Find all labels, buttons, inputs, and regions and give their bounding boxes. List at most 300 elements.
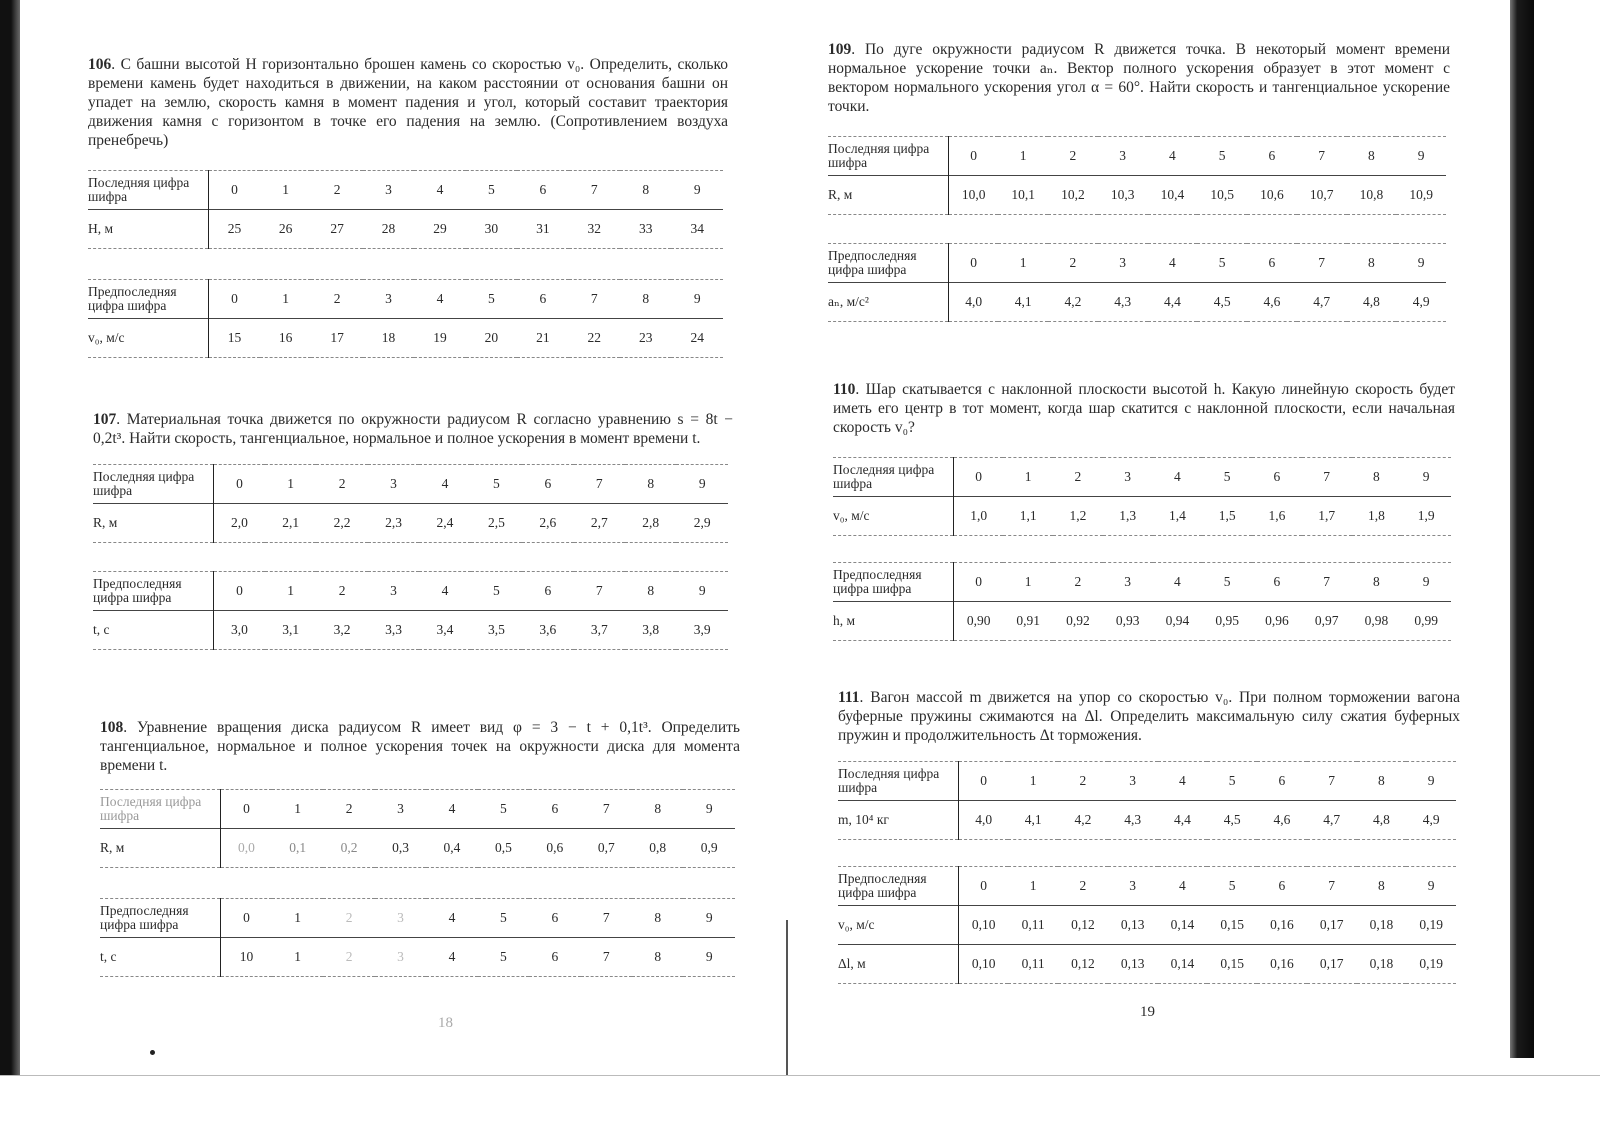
value-cell: 10,0 (949, 176, 999, 215)
value-cell: 23 (620, 319, 671, 358)
digit-cell: 6 (522, 572, 573, 611)
scan-left-edge (0, 0, 20, 1075)
digit-cell: 9 (683, 790, 735, 829)
digit-cell: 6 (1257, 762, 1307, 801)
digit-cell: 6 (1252, 458, 1302, 497)
value-cell: 10,1 (998, 176, 1048, 215)
digit-cell: 7 (581, 899, 632, 938)
digit-cell: 9 (671, 171, 723, 210)
value-cell: 3,9 (676, 611, 728, 650)
value-cell: 3,6 (522, 611, 573, 650)
digit-cell: 8 (1352, 458, 1402, 497)
value-cell: 4,4 (1148, 283, 1198, 322)
digit-cell: 6 (522, 465, 573, 504)
value-cell: 0,5 (478, 829, 529, 868)
digit-cell: 4 (1148, 137, 1198, 176)
value-cell: 4,8 (1347, 283, 1397, 322)
row-header-last-digit: Последняя цифра шифра (100, 790, 221, 829)
value-cell: 9 (683, 938, 735, 977)
row-header-variable: Δl, м (838, 945, 959, 984)
value-cell: 3,2 (316, 611, 367, 650)
digit-cell: 5 (466, 171, 517, 210)
variant-table (838, 866, 1456, 984)
value-cell: 0,97 (1302, 602, 1352, 641)
digit-cell: 3 (368, 572, 419, 611)
value-cell: 1 (272, 938, 323, 977)
value-cell: 4,2 (1058, 801, 1108, 840)
value-cell: 34 (671, 210, 723, 249)
digit-cell: 9 (671, 280, 723, 319)
value-cell: 0,12 (1058, 945, 1108, 984)
problem-statement: . Вагон массой m движется на упор со скоростью v₀. При полном торможении вагона буферные пружины сжимаются на Δl. Определить максимальную силу сжатия буферных пружин и продолжительность Δt торможения. (838, 689, 1460, 744)
value-cell: 1,1 (1003, 497, 1053, 536)
problem-statement: . Уравнение вращения диска радиусом R имеет вид φ = 3 − t + 0,1t³. Определить тангенциальное, нормальное и полное ускорения точек на окружности диска для момента времени t. (100, 719, 740, 774)
page-number-left: 18 (438, 1015, 453, 1031)
digit-cell: 4 (1158, 867, 1208, 906)
value-cell: 4,1 (1008, 801, 1058, 840)
value-cell: 6 (529, 938, 580, 977)
value-cell: 2,5 (471, 504, 522, 543)
digit-cell: 8 (632, 899, 683, 938)
problem-number: 110 (833, 381, 856, 398)
scan-bottom-edge (0, 1075, 1600, 1076)
digit-cell: 3 (368, 465, 419, 504)
digit-cell: 9 (683, 899, 735, 938)
speck (150, 1050, 155, 1055)
value-cell: 0,19 (1406, 945, 1456, 984)
digit-cell: 8 (620, 280, 671, 319)
digit-cell: 8 (625, 572, 676, 611)
digit-cell: 0 (221, 790, 272, 829)
value-cell: 0,10 (959, 945, 1009, 984)
value-cell: 0,13 (1108, 945, 1158, 984)
row-header-penultimate-digit: Предпоследняя цифра шифра (93, 572, 214, 611)
value-cell: 30 (466, 210, 517, 249)
value-cell: 0,10 (959, 906, 1009, 945)
digit-cell: 0 (214, 465, 265, 504)
digit-cell: 6 (517, 280, 568, 319)
digit-cell: 5 (471, 572, 522, 611)
value-cell: 3,0 (214, 611, 265, 650)
value-cell: 2,2 (316, 504, 367, 543)
digit-cell: 3 (1103, 458, 1153, 497)
value-cell: 0,99 (1401, 602, 1451, 641)
row-header-variable: R, м (828, 176, 949, 215)
digit-cell: 9 (676, 572, 728, 611)
digit-cell: 8 (620, 171, 671, 210)
value-cell: 10 (221, 938, 272, 977)
problem-number: 107 (93, 411, 117, 428)
row-header-variable: R, м (93, 504, 214, 543)
value-cell: 4,5 (1197, 283, 1247, 322)
value-cell: 1,3 (1103, 497, 1153, 536)
value-cell: 0,90 (954, 602, 1004, 641)
digit-cell: 1 (272, 790, 323, 829)
digit-cell: 9 (1401, 563, 1451, 602)
digit-cell: 2 (1048, 137, 1098, 176)
scan-right-edge (1510, 0, 1534, 1058)
digit-cell: 0 (949, 244, 999, 283)
problem-106 (88, 55, 728, 358)
value-cell: 0,8 (632, 829, 683, 868)
variant-table (100, 898, 735, 977)
value-cell: 0,11 (1008, 945, 1058, 984)
row-header-penultimate-digit: Предпоследняя цифра шифра (833, 563, 954, 602)
digit-cell: 5 (1207, 867, 1257, 906)
value-cell: 4,0 (959, 801, 1009, 840)
value-cell: 0,16 (1257, 906, 1307, 945)
problem-109 (828, 40, 1450, 322)
digit-cell: 1 (260, 171, 311, 210)
variant-table (93, 464, 728, 543)
digit-cell: 9 (1406, 762, 1456, 801)
value-cell: 26 (260, 210, 311, 249)
problem-number: 106 (88, 56, 112, 73)
value-cell: 1,8 (1352, 497, 1402, 536)
value-cell: 27 (311, 210, 362, 249)
digit-cell: 6 (1247, 244, 1297, 283)
value-cell: 0,14 (1158, 906, 1208, 945)
value-cell: 4,0 (949, 283, 999, 322)
digit-cell: 1 (1008, 762, 1058, 801)
value-cell: 2 (323, 938, 374, 977)
problem-text (833, 380, 1455, 437)
value-cell: 10,4 (1148, 176, 1198, 215)
digit-cell: 4 (414, 171, 465, 210)
digit-cell: 0 (209, 280, 260, 319)
value-cell: 19 (414, 319, 465, 358)
value-cell: 0,2 (323, 829, 374, 868)
digit-cell: 3 (375, 790, 426, 829)
value-cell: 10,5 (1197, 176, 1247, 215)
digit-cell: 7 (1307, 762, 1357, 801)
value-cell: 2,0 (214, 504, 265, 543)
value-cell: 22 (569, 319, 620, 358)
value-cell: 4,6 (1257, 801, 1307, 840)
value-cell: 1,6 (1252, 497, 1302, 536)
digit-cell: 3 (1108, 867, 1158, 906)
problem-number: 109 (828, 41, 852, 58)
digit-cell: 8 (1357, 867, 1407, 906)
digit-cell: 6 (529, 790, 580, 829)
digit-cell: 3 (1108, 762, 1158, 801)
digit-cell: 8 (1347, 244, 1397, 283)
value-cell: 10,9 (1396, 176, 1446, 215)
value-cell: 4,7 (1297, 283, 1347, 322)
digit-cell: 7 (1297, 244, 1347, 283)
value-cell: 4,5 (1207, 801, 1257, 840)
value-cell: 0,7 (581, 829, 632, 868)
value-cell: 1,4 (1153, 497, 1203, 536)
digit-cell: 0 (954, 458, 1004, 497)
value-cell: 4,8 (1357, 801, 1407, 840)
value-cell: 1,7 (1302, 497, 1352, 536)
value-cell: 10,6 (1247, 176, 1297, 215)
value-cell: 0,15 (1207, 945, 1257, 984)
row-header-penultimate-digit: Предпоследняя цифра шифра (838, 867, 959, 906)
variant-table (93, 571, 728, 650)
digit-cell: 0 (221, 899, 272, 938)
value-cell: 2,7 (574, 504, 625, 543)
digit-cell: 4 (1158, 762, 1208, 801)
problem-text (88, 55, 728, 150)
digit-cell: 5 (478, 899, 529, 938)
row-header-last-digit: Последняя цифра шифра (828, 137, 949, 176)
row-header-last-digit: Последняя цифра шифра (833, 458, 954, 497)
digit-cell: 9 (1401, 458, 1451, 497)
digit-cell: 1 (1008, 867, 1058, 906)
value-cell: 2,4 (419, 504, 470, 543)
value-cell: 0,6 (529, 829, 580, 868)
digit-cell: 6 (517, 171, 568, 210)
digit-cell: 1 (998, 137, 1048, 176)
value-cell: 2,6 (522, 504, 573, 543)
digit-cell: 0 (949, 137, 999, 176)
digit-cell: 0 (954, 563, 1004, 602)
digit-cell: 5 (471, 465, 522, 504)
row-header-penultimate-digit: Предпоследняя цифра шифра (88, 280, 209, 319)
digit-cell: 5 (1197, 244, 1247, 283)
digit-cell: 6 (1257, 867, 1307, 906)
row-header-variable: Н, м (88, 210, 209, 249)
digit-cell: 4 (1153, 458, 1203, 497)
value-cell: 0,93 (1103, 602, 1153, 641)
digit-cell: 9 (676, 465, 728, 504)
value-cell: 31 (517, 210, 568, 249)
digit-cell: 8 (1347, 137, 1397, 176)
digit-cell: 7 (569, 171, 620, 210)
digit-cell: 2 (316, 465, 367, 504)
value-cell: 15 (209, 319, 260, 358)
value-cell: 2,3 (368, 504, 419, 543)
value-cell: 1,9 (1401, 497, 1451, 536)
row-header-variable: t, с (100, 938, 221, 977)
digit-cell: 8 (632, 790, 683, 829)
problem-text (100, 718, 740, 775)
digit-cell: 2 (1058, 762, 1108, 801)
digit-cell: 2 (323, 790, 374, 829)
value-cell: 0,9 (683, 829, 735, 868)
row-header-penultimate-digit: Предпоследняя цифра шифра (828, 244, 949, 283)
problem-text (838, 688, 1460, 745)
row-header-last-digit: Последняя цифра шифра (88, 171, 209, 210)
value-cell: 0,17 (1307, 945, 1357, 984)
page-gutter (786, 920, 788, 1075)
value-cell: 0,18 (1357, 945, 1407, 984)
digit-cell: 5 (1197, 137, 1247, 176)
row-header-variable: v₀, м/с (838, 906, 959, 945)
problem-110 (833, 380, 1455, 641)
value-cell: 18 (363, 319, 414, 358)
value-cell: 10,2 (1048, 176, 1098, 215)
digit-cell: 7 (569, 280, 620, 319)
value-cell: 32 (569, 210, 620, 249)
digit-cell: 6 (1247, 137, 1297, 176)
value-cell: 0,12 (1058, 906, 1108, 945)
value-cell: 0,96 (1252, 602, 1302, 641)
digit-cell: 8 (625, 465, 676, 504)
value-cell: 4,7 (1307, 801, 1357, 840)
value-cell: 10,8 (1347, 176, 1397, 215)
value-cell: 0,18 (1357, 906, 1407, 945)
digit-cell: 7 (1302, 458, 1352, 497)
value-cell: 28 (363, 210, 414, 249)
value-cell: 33 (620, 210, 671, 249)
digit-cell: 7 (1302, 563, 1352, 602)
value-cell: 3,8 (625, 611, 676, 650)
variant-table (833, 457, 1451, 536)
row-header-variable: v₀, м/с (833, 497, 954, 536)
row-header-last-digit: Последняя цифра шифра (93, 465, 214, 504)
digit-cell: 1 (265, 465, 316, 504)
value-cell: 10,7 (1297, 176, 1347, 215)
digit-cell: 7 (574, 465, 625, 504)
value-cell: 0,11 (1008, 906, 1058, 945)
digit-cell: 2 (1053, 458, 1103, 497)
row-header-variable: m, 10⁴ кг (838, 801, 959, 840)
value-cell: 0,1 (272, 829, 323, 868)
row-header-penultimate-digit: Предпоследняя цифра шифра (100, 899, 221, 938)
digit-cell: 8 (1357, 762, 1407, 801)
digit-cell: 2 (1053, 563, 1103, 602)
page-number-right: 19 (1140, 1004, 1155, 1020)
value-cell: 25 (209, 210, 260, 249)
digit-cell: 7 (1297, 137, 1347, 176)
digit-cell: 0 (959, 762, 1009, 801)
value-cell: 0,95 (1202, 602, 1252, 641)
value-cell: 4,3 (1108, 801, 1158, 840)
problem-text (93, 410, 733, 448)
value-cell: 3,1 (265, 611, 316, 650)
value-cell: 2,8 (625, 504, 676, 543)
variant-table (828, 243, 1446, 322)
variant-table (88, 170, 723, 249)
value-cell: 8 (632, 938, 683, 977)
value-cell: 0,94 (1153, 602, 1203, 641)
digit-cell: 7 (581, 790, 632, 829)
digit-cell: 5 (1202, 563, 1252, 602)
digit-cell: 0 (209, 171, 260, 210)
value-cell: 0,98 (1352, 602, 1402, 641)
value-cell: 4,2 (1048, 283, 1098, 322)
variant-table (100, 789, 735, 868)
problem-107 (93, 410, 733, 650)
digit-cell: 6 (1252, 563, 1302, 602)
value-cell: 3,3 (368, 611, 419, 650)
value-cell: 0,4 (426, 829, 477, 868)
value-cell: 0,17 (1307, 906, 1357, 945)
digit-cell: 1 (265, 572, 316, 611)
value-cell: 7 (581, 938, 632, 977)
value-cell: 0,14 (1158, 945, 1208, 984)
value-cell: 0,19 (1406, 906, 1456, 945)
problem-text (828, 40, 1450, 116)
variant-table (88, 279, 723, 358)
value-cell: 3 (375, 938, 426, 977)
value-cell: 0,13 (1108, 906, 1158, 945)
digit-cell: 1 (998, 244, 1048, 283)
digit-cell: 4 (1153, 563, 1203, 602)
digit-cell: 3 (1103, 563, 1153, 602)
problem-statement: . Шар скатывается с наклонной плоскости высотой h. Какую линейную скорость будет иметь его центр в тот момент, когда шар скатится с наклонной плоскости, если начальная скорость v₀? (833, 381, 1455, 436)
row-header-variable: v₀, м/с (88, 319, 209, 358)
digit-cell: 4 (419, 572, 470, 611)
value-cell: 3,7 (574, 611, 625, 650)
digit-cell: 4 (426, 899, 477, 938)
digit-cell: 2 (316, 572, 367, 611)
problem-number: 108 (100, 719, 124, 736)
digit-cell: 1 (1003, 458, 1053, 497)
digit-cell: 7 (1307, 867, 1357, 906)
row-header-variable: R, м (100, 829, 221, 868)
value-cell: 5 (478, 938, 529, 977)
digit-cell: 4 (419, 465, 470, 504)
digit-cell: 4 (414, 280, 465, 319)
digit-cell: 6 (529, 899, 580, 938)
value-cell: 24 (671, 319, 723, 358)
digit-cell: 2 (1058, 867, 1108, 906)
digit-cell: 0 (214, 572, 265, 611)
value-cell: 0,15 (1207, 906, 1257, 945)
digit-cell: 8 (1352, 563, 1402, 602)
digit-cell: 4 (426, 790, 477, 829)
variant-table (833, 562, 1451, 641)
problem-108 (100, 718, 740, 977)
value-cell: 0,16 (1257, 945, 1307, 984)
row-header-variable: t, с (93, 611, 214, 650)
digit-cell: 9 (1406, 867, 1456, 906)
value-cell: 2,9 (676, 504, 728, 543)
digit-cell: 2 (311, 171, 362, 210)
row-header-variable: h, м (833, 602, 954, 641)
variant-table (828, 136, 1446, 215)
value-cell: 4,9 (1396, 283, 1446, 322)
problem-111 (838, 688, 1460, 984)
value-cell: 4,1 (998, 283, 1048, 322)
value-cell: 1,2 (1053, 497, 1103, 536)
digit-cell: 3 (363, 171, 414, 210)
value-cell: 1,0 (954, 497, 1004, 536)
value-cell: 1,5 (1202, 497, 1252, 536)
problem-statement: . Материальная точка движется по окружности радиусом R согласно уравнению s = 8t − 0,2t³. Найти скорость, тангенциальное, нормальное и полное ускорения в момент времени t. (93, 411, 733, 447)
value-cell: 4,4 (1158, 801, 1208, 840)
value-cell: 16 (260, 319, 311, 358)
digit-cell: 3 (363, 280, 414, 319)
value-cell: 17 (311, 319, 362, 358)
value-cell: 21 (517, 319, 568, 358)
value-cell: 4 (426, 938, 477, 977)
value-cell: 3,4 (419, 611, 470, 650)
value-cell: 3,5 (471, 611, 522, 650)
problem-statement: . По дуге окружности радиусом R движется точка. В некоторый момент времени нормальное ускорение точки aₙ. Вектор полного ускорения образует в этот момент с вектором нормального ускорения угол α = 60°. Найти скорость и тангенциальное ускорение точки. (828, 41, 1450, 115)
digit-cell: 9 (1396, 137, 1446, 176)
digit-cell: 1 (260, 280, 311, 319)
value-cell: 4,6 (1247, 283, 1297, 322)
value-cell: 20 (466, 319, 517, 358)
digit-cell: 2 (323, 899, 374, 938)
row-header-last-digit: Последняя цифра шифра (838, 762, 959, 801)
value-cell: 4,9 (1406, 801, 1456, 840)
digit-cell: 3 (375, 899, 426, 938)
digit-cell: 5 (478, 790, 529, 829)
digit-cell: 1 (272, 899, 323, 938)
problem-statement: . С башни высотой Н горизонтально брошен камень со скоростью v₀. Определить, сколько времени камень будет находиться в движении, на каком расстоянии от основания башни он упадет на землю, скорость камня в момент падения и угол, который составит траектория движения камня с горизонтом в точке его падения на землю. (Сопротивлением воздуха пренебречь) (88, 56, 728, 149)
digit-cell: 1 (1003, 563, 1053, 602)
value-cell: 0,3 (375, 829, 426, 868)
value-cell: 0,92 (1053, 602, 1103, 641)
value-cell: 2,1 (265, 504, 316, 543)
digit-cell: 3 (1098, 244, 1148, 283)
